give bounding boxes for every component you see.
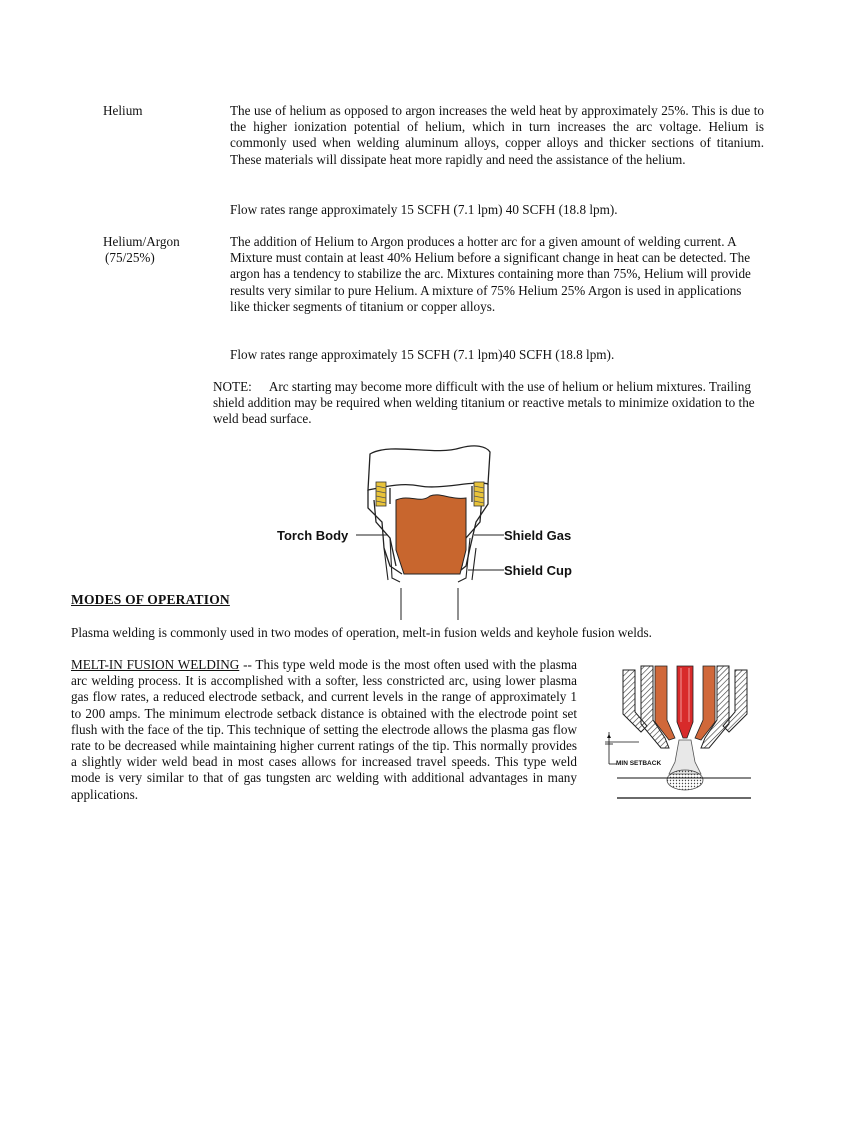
helium-argon-flow-rate: Flow rates range approximately 15 SCFH (7.1 lpm)40 SCFH (18.8 lpm). — [230, 347, 615, 362]
torch-body-copper — [396, 495, 466, 574]
helium-argon-description: The addition of Helium to Argon produces a hotter arc for a given amount of welding current. A Mixture must contain at least 40% Helium before a significant change in heat can be detected. The argon has a tendency to stabilize the arc. Mixtures containing more than 75%, Helium will provide results very similar to pure Helium. A mixture of 75% Helium 25% Argon is used in applications like thicker segments of titanium or copper alloys. — [230, 234, 751, 314]
electrode — [677, 666, 693, 738]
helium-flow-rate: Flow rates range approximately 15 SCFH (7.1 lpm) 40 SCFH (18.8 lpm). — [230, 202, 618, 217]
melt-in-body: This type weld mode is the most often used with the plasma arc welding process. It is accomplished with a softer, less constricted arc, using lower plasma gas flow rates, a reduced electrode setback, and current levels in the range of approximately 1 to 200 amps. The minimum electrode setback distance is obtained with the electrode point set flush with the face of the tip. This technique of setting the electrode allows the plasma gas flow rate to be decreased while maintaining higher current ratings of the tip. This normally provides a slightly wider weld bead in most cases allows for increased travel speeds. This type weld mode is very similar to that of gas tungsten arc welding with additional advantages in many applications. — [71, 657, 577, 802]
min-setback-label: MIN SETBACK — [616, 760, 662, 767]
helium-description: The use of helium as opposed to argon increases the weld heat by approximately 25%. This is due to the higher ionization potential of helium, which in turn increases the arc voltage. Helium is commonly used when welding aluminum alloys, copper alloys and thicker sections of titanium. These materials will dissipate heat more rapidly and need the assistance of the helium. — [230, 103, 764, 167]
helium-argon-ratio: (75/25%) — [105, 250, 155, 265]
modes-heading: MODES OF OPERATION — [71, 592, 230, 607]
weld-pool — [667, 770, 703, 790]
modes-intro: Plasma welding is commonly used in two modes of operation, melt-in fusion welds and keyhole fusion welds. — [71, 625, 652, 640]
note-label: NOTE: — [213, 379, 252, 394]
shield-gas-label: Shield Gas — [504, 528, 572, 543]
melt-in-paragraph — [71, 657, 577, 803]
melt-in-title: MELT-IN FUSION WELDING — [71, 657, 240, 672]
melt-in-separator: -- — [239, 657, 256, 672]
torch-body-label: Torch Body — [277, 528, 349, 543]
helium-label: Helium — [103, 103, 143, 118]
note-text: Arc starting may become more difficult with the use of helium or helium mixtures. Trailing shield addition may be required when welding titanium or reactive metals to minimize oxidation to the weld bead surface. — [213, 379, 755, 427]
helium-argon-label: Helium/Argon — [103, 234, 180, 249]
note-block — [213, 379, 758, 428]
melt-in-fusion-figure — [603, 662, 755, 806]
shield-cup-label: Shield Cup — [504, 563, 572, 578]
